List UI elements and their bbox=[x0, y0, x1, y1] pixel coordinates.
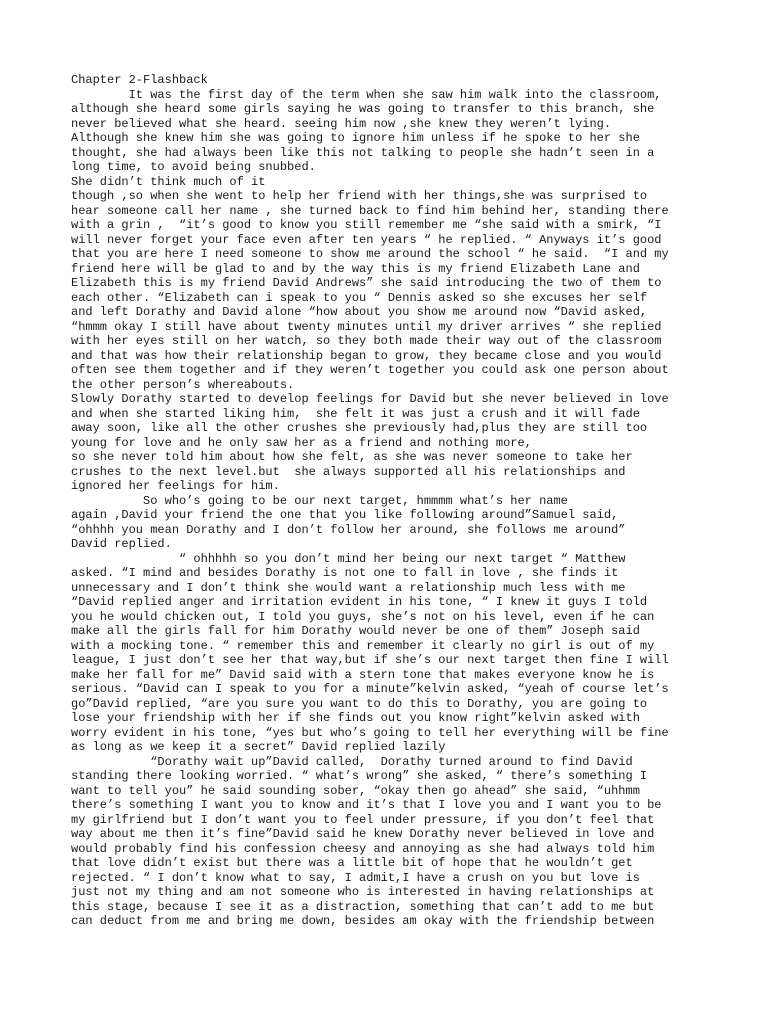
text-line: long time, to avoid being snubbed. bbox=[71, 160, 316, 174]
text-line: make all the girls fall for him Dorathy would never be one of them” Joseph said bbox=[71, 624, 640, 638]
text-line: make her fall for me” David said with a stern tone that makes everyone know he is bbox=[71, 667, 655, 682]
text-line: each other. “Elizabeth can i speak to you “ Dennis asked so she excuses her self bbox=[71, 290, 648, 305]
text-line: Elizabeth this is my friend David Andrews” she said introducing the two of them to bbox=[71, 276, 662, 290]
text-line: although she heard some girls saying he was going to transfer to this branch, she bbox=[71, 102, 655, 116]
text-line: so she never told him about how she felt, as she was never someone to take her bbox=[71, 450, 633, 464]
text-line: “hmmm okay I still have about twenty minutes until my driver arrives “ she replied bbox=[71, 319, 662, 334]
text-line: league, I just don’t see her that way,but if she’s our next target then fine I will bbox=[71, 653, 669, 667]
text-line: just not my thing and am not someone who is interested in having relationships at bbox=[71, 885, 655, 899]
text-line: with a grin , “it’s good to know you still remember me “she said with a smirk, “I bbox=[71, 218, 662, 232]
text-line: young for love and he only saw her as a friend and nothing more, bbox=[71, 435, 532, 450]
text-line: this stage, because I see it as a distraction, something that can’t add to me but bbox=[71, 899, 655, 914]
text-line: that you are here I need someone to show me around the school “ he said. “I and my bbox=[71, 247, 669, 261]
text-line: away soon, like all the other crushes she previously had,plus they are still too bbox=[71, 421, 648, 435]
text-line: want to tell you” he said sounding sober, “okay then go ahead” she said, “uhhmm bbox=[71, 783, 640, 798]
text-line: that love didn’t exist but there was a little bit of hope that he wouldn’t get bbox=[71, 856, 633, 870]
text-line: “Dorathy wait up”David called, Dorathy turned around to find David bbox=[71, 754, 633, 769]
text-line: “ ohhhhh so you don’t mind her being our next target “ Matthew bbox=[71, 551, 626, 566]
text-line: as long as we keep it a secret” David replied lazily bbox=[71, 740, 446, 754]
text-line: friend here will be glad to and by the way this is my friend Elizabeth Lane and bbox=[71, 261, 640, 276]
text-line: there’s something I want you to know and it’s that I love you and I want you to be bbox=[71, 798, 662, 812]
text-line: often see them together and if they weren’t together you could ask one person about bbox=[71, 363, 669, 377]
text-line: can deduct from me and bring me down, besides am okay with the friendship between bbox=[71, 914, 655, 928]
text-line: unnecessary and I don’t think she would want a relationship much less with me bbox=[71, 580, 626, 595]
text-line: though ,so when she went to help her friend with her things,she was surprised to bbox=[71, 189, 648, 203]
text-line: never believed what she heard. seeing him now ,she knew they weren’t lying. bbox=[71, 116, 612, 131]
text-line: David replied. bbox=[71, 537, 172, 551]
text-line: and when she started liking him, she felt it was just a crush and it will fade bbox=[71, 406, 640, 421]
text-line: hear someone call her name , she turned back to find him behind her, standing there bbox=[71, 203, 669, 218]
text-line: lose your friendship with her if she finds out you know right”kelvin asked with bbox=[71, 711, 640, 725]
text-line: Although she knew him she was going to ignore him unless if he spoke to her she bbox=[71, 131, 640, 145]
text-line: ignored her feelings for him. bbox=[71, 479, 280, 493]
text-line: “David replied anger and irritation evident in his tone, “ I knew it guys I told bbox=[71, 595, 648, 609]
text-line: with her eyes still on her watch, so they both made their way out of the classroom bbox=[71, 334, 662, 348]
chapter-heading: Chapter 2-Flashback bbox=[71, 73, 208, 87]
text-line: serious. “David can I speak to you for a minute”kelvin asked, “yeah of course let’s bbox=[71, 682, 669, 696]
text-line: She didn’t think much of it bbox=[71, 174, 266, 189]
text-line: go”David replied, “are you sure you want to do this to Dorathy, you are going to bbox=[71, 696, 648, 711]
text-line: standing there looking worried. “ what’s wrong” she asked, “ there’s something I bbox=[71, 769, 648, 783]
text-line: and left Dorathy and David alone “how about you show me around now “David asked, bbox=[71, 305, 648, 319]
text-line: Slowly Dorathy started to develop feelings for David but she never believed in love bbox=[71, 392, 669, 406]
document-body bbox=[71, 73, 704, 929]
text-line: “ohhhh you mean Dorathy and I don’t follow her around, she follows me around” bbox=[71, 522, 626, 537]
text-line: and that was how their relationship began to grow, they became close and you would bbox=[71, 348, 662, 363]
text-line: again ,David your friend the one that you like following around”Samuel said, bbox=[71, 508, 619, 522]
text-line: my girlfriend but I don’t want you to feel under pressure, if you don’t feel that bbox=[71, 812, 655, 827]
text-line: with a mocking tone. “ remember this and remember it clearly no girl is out of my bbox=[71, 638, 655, 653]
text-line: you he would chicken out, I told you guys, she’s not on his level, even if he can bbox=[71, 609, 655, 624]
text-line: crushes to the next level.but she always supported all his relationships and bbox=[71, 464, 626, 479]
text-line: thought, she had always been like this not talking to people she hadn’t seen in a bbox=[71, 145, 655, 160]
text-line: worry evident in his tone, “yes but who’s going to tell her everything will be fine bbox=[71, 725, 669, 740]
text-line: It was the first day of the term when she saw him walk into the classroom, bbox=[71, 87, 662, 102]
text-line: will never forget your face even after ten years “ he replied. “ Anyways it’s good bbox=[71, 232, 662, 247]
text-line: the other person’s whereabouts. bbox=[71, 377, 295, 392]
text-line: So who’s going to be our next target, hmmmm what’s her name bbox=[71, 493, 568, 508]
text-line: rejected. “ I don’t know what to say, I admit,I have a crush on you but love is bbox=[71, 870, 640, 885]
text-line: way about me then it’s fine”David said he knew Dorathy never believed in love and bbox=[71, 827, 655, 841]
text-line: would probably find his confession cheesy and annoying as she had always told him bbox=[71, 841, 655, 856]
text-line: asked. “I mind and besides Dorathy is not one to fall in love , she finds it bbox=[71, 566, 619, 580]
